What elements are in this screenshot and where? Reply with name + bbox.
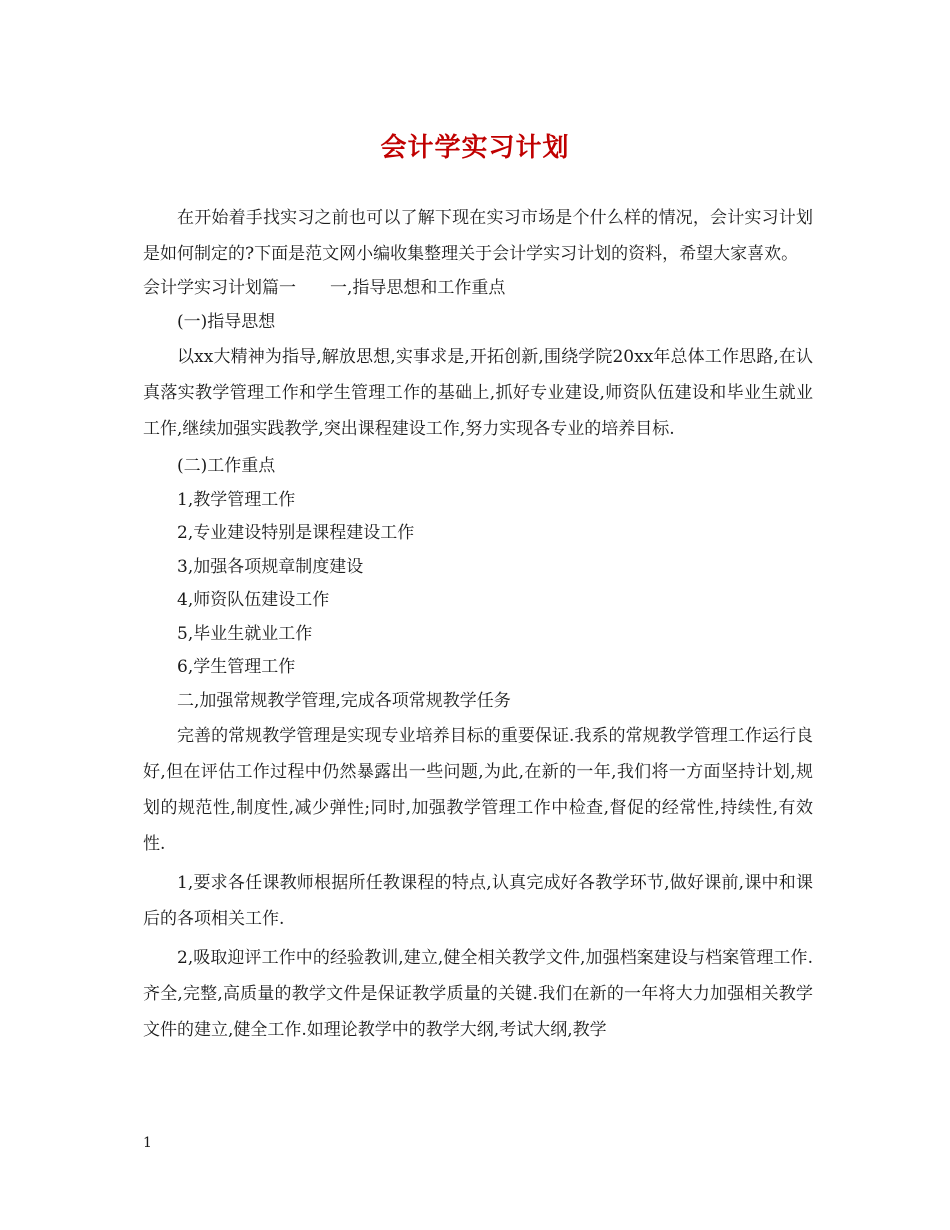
document-body	[143, 200, 813, 1048]
page-number: 1	[143, 1135, 152, 1151]
list-item: 6,学生管理工作	[177, 657, 296, 677]
guiding-thought-paragraph: 以xx大精神为指导,解放思想,实事求是,开拓创新,围绕学院20xx年总体工作思路,在认真落实教学管理工作和学生管理工作的基础上,抓好专业建设,师资队伍建设和毕业生就业工作,继续加强实践教学,突出课程建设工作,努力实现各专业的培养目标.	[143, 347, 813, 439]
subheading-work-focus: (二)工作重点	[177, 456, 276, 476]
list-item: 4,师资队伍建设工作	[177, 590, 330, 610]
subheading-guiding-thought: (一)指导思想	[177, 311, 276, 332]
list-item: 2,专业建设特别是课程建设工作	[177, 523, 415, 543]
list-item: 1,教学管理工作	[177, 489, 296, 510]
intro-paragraph: 在开始着手找实习之前也可以了解下现在实习市场是个什么样的情况，会计实习计划是如何制定的?下面是范文网小编收集整理关于会计学实习计划的资料，希望大家喜欢。	[143, 208, 813, 264]
work-focus-list	[143, 484, 813, 685]
section-two-heading: 二,加强常规教学管理,完成各项常规教学任务	[177, 690, 511, 711]
requirement-item-2: 2,吸取迎评工作中的经验教训,建立,健全相关教学文件,加强档案建设与档案管理工作.齐全,完整,高质量的教学文件是保证教学质量的关键.我们在新的一年将大力加强相关教学文件的建立,健全工作.如理论教学中的教学大纲,考试大纲,教学	[143, 948, 813, 1040]
document-title: 会计学实习计划	[380, 133, 570, 163]
list-item: 5,毕业生就业工作	[177, 623, 313, 644]
requirement-item-1: 1,要求各任课教师根据所任教课程的特点,认真完成好各教学环节,做好课前,课中和课后的各项相关工作.	[143, 873, 813, 929]
section-heading-line: 会计学实习计划篇一 一,指导思想和工作重点	[143, 278, 506, 298]
routine-management-paragraph: 完善的常规教学管理是实现专业培养目标的重要保证.我系的常规教学管理工作运行良好,但在评估工作过程中仍然暴露出一些问题,为此,在新的一年,我们将一方面坚持计划,规划的规范性,制度性,减少弹性;同时,加强教学管理工作中检查,督促的经常性,持续性,有效性.	[143, 726, 813, 854]
list-item: 3,加强各项规章制度建设	[177, 556, 364, 577]
